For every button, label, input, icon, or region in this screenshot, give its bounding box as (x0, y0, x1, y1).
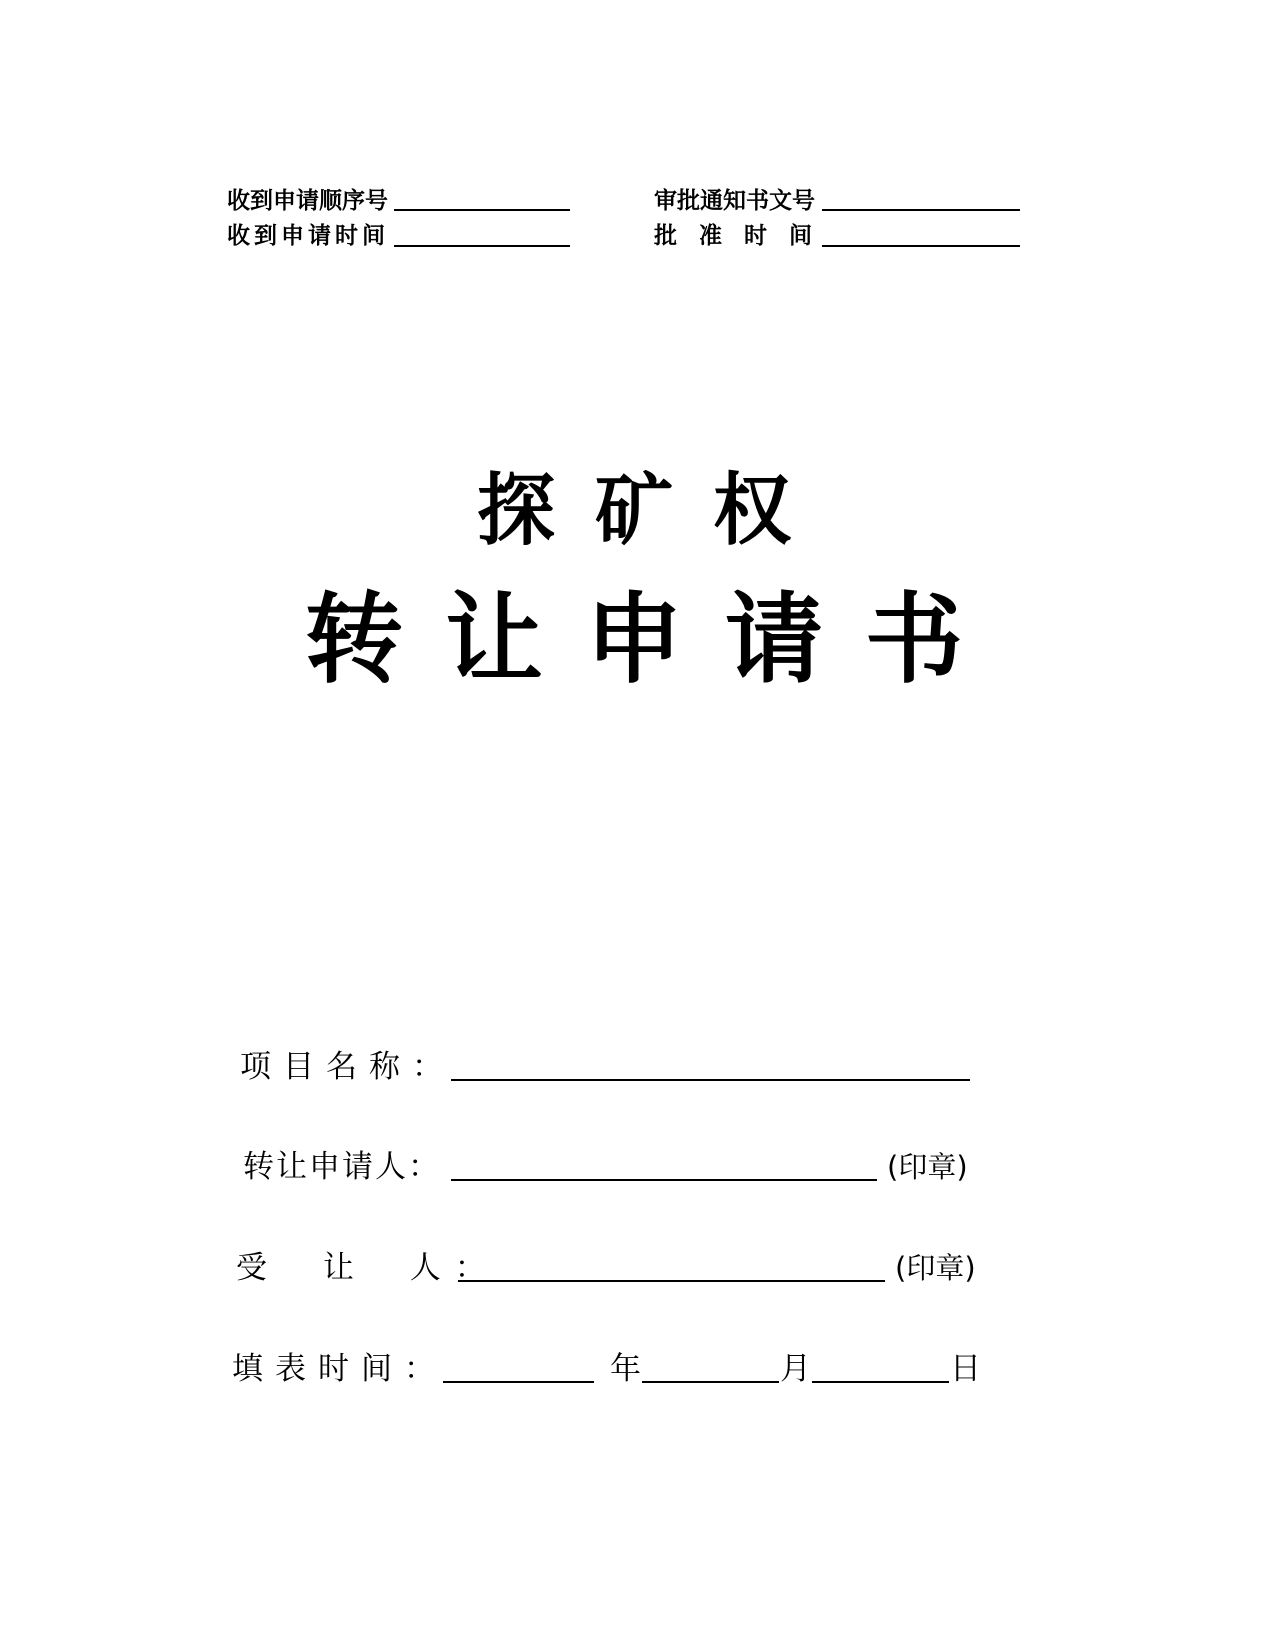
day-label: 日 (950, 1351, 981, 1387)
transferee-seal-label: (印章) (895, 1251, 976, 1285)
document-title-line2: 转让申请书 (304, 583, 1005, 697)
transferor-seal-label: (印章) (887, 1150, 968, 1184)
fill-date-day-field[interactable] (812, 1381, 949, 1383)
fill-date-year-field[interactable] (443, 1381, 594, 1383)
approval-time-field[interactable] (822, 245, 1020, 247)
receipt-time-label: 收到申请时间 (227, 223, 389, 249)
receipt-number-field[interactable] (394, 209, 570, 211)
transferee-label: 受 让 人： (236, 1250, 500, 1286)
fill-date-month-field[interactable] (642, 1381, 779, 1383)
project-name-field[interactable] (451, 1079, 970, 1081)
fill-date-label: 填表时间： (232, 1351, 447, 1387)
receipt-time-field[interactable] (394, 245, 570, 247)
approval-doc-field[interactable] (822, 209, 1020, 211)
transferee-field[interactable] (458, 1280, 885, 1282)
approval-doc-label: 审批通知书文号 (654, 188, 815, 214)
transferor-field[interactable] (451, 1179, 877, 1181)
receipt-number-label: 收到申请顺序号 (227, 188, 388, 214)
approval-time-label: 批准时间 (654, 223, 834, 249)
month-label: 月 (780, 1351, 811, 1387)
year-label: 年 (610, 1351, 641, 1387)
project-name-label: 项目名称： (240, 1049, 455, 1085)
transferor-label: 转让申请人： (243, 1149, 441, 1185)
document-title-line1: 探矿权 (476, 466, 831, 556)
